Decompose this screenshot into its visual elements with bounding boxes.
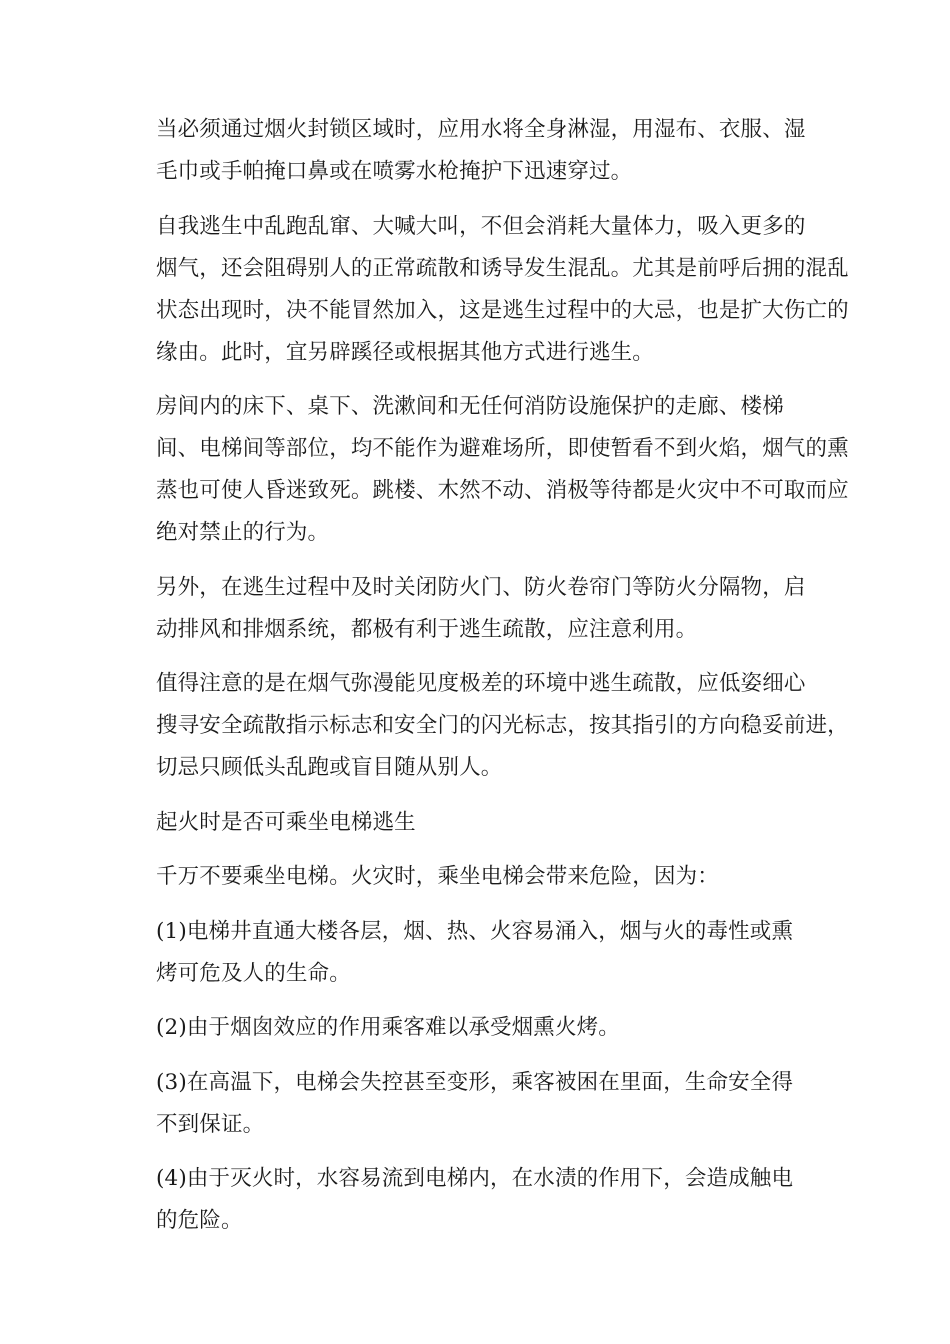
paragraph-low-posture-signs: [113, 663, 849, 789]
list-item-3: [113, 1062, 829, 1146]
list-item-4: [113, 1158, 829, 1242]
text-line: 状态出现时，决不能冒然加入，这是逃生过程中的大忌，也是扩大伤亡的: [156, 297, 849, 323]
text-line: 值得注意的是在烟气弥漫能见度极差的环境中逃生疏散，应低姿细心: [156, 671, 806, 696]
text-line: (3)在高温下，电梯会失控甚至变形，乘客被困在里面，生命安全得: [156, 1069, 794, 1095]
text-line: 千万不要乘坐电梯。火灾时，乘坐电梯会带来危险，因为：: [156, 864, 719, 889]
text-line: 起火时是否可乘坐电梯逃生: [156, 809, 416, 835]
list-item-2: [113, 1007, 829, 1049]
text-line: 搜寻安全疏散指示标志和安全门的闪光标志，按其指引的方向稳妥前进，: [156, 713, 849, 738]
text-line: 不到保证。: [156, 1111, 265, 1137]
document-body: [113, 109, 849, 1255]
list-item-1: [113, 911, 829, 995]
paragraph-close-fire-doors: [113, 567, 829, 651]
text-line: 烟气，还会阻碍别人的正常疏散和诱导发生混乱。尤其是前呼后拥的混乱: [156, 255, 849, 281]
text-line: (4)由于灭火时，水容易流到电梯内，在水渍的作用下，会造成触电: [156, 1166, 794, 1191]
text-line: 蒸也可使人昏迷致死。跳楼、木然不动、消极等待都是火灾中不可取而应: [156, 478, 849, 503]
text-line: 切忌只顾低头乱跑或盲目随从别人。: [156, 755, 503, 780]
paragraph-avoid-panic: [113, 206, 849, 374]
text-line: (2)由于烟囱效应的作用乘客难以承受烟熏火烤。: [156, 1015, 620, 1040]
text-line: 当必须通过烟火封锁区域时，应用水将全身淋湿，用湿布、衣服、湿: [156, 117, 806, 142]
text-line: 缘由。此时，宜另辟蹊径或根据其他方式进行逃生。: [156, 339, 654, 365]
text-line: 房间内的床下、桌下、洗漱间和无任何消防设施保护的走廊、楼梯: [156, 394, 784, 419]
text-line: 烤可危及人的生命。: [156, 960, 351, 986]
text-line: 动排风和排烟系统，都极有利于逃生疏散，应注意利用。: [156, 616, 698, 642]
text-line: 的危险。: [156, 1208, 243, 1233]
section-heading-elevator: [113, 802, 829, 844]
text-line: (1)电梯井直通大楼各层，烟、热、火容易涌入，烟与火的毒性或熏: [156, 918, 794, 944]
text-line: 毛巾或手帕掩口鼻或在喷雾水枪掩护下迅速穿过。: [156, 159, 633, 184]
text-line: 绝对禁止的行为。: [156, 520, 330, 545]
paragraph-unsafe-shelter: [113, 386, 849, 554]
text-line: 自我逃生中乱跑乱窜、大喊大叫，不但会消耗大量体力，吸入更多的: [156, 213, 806, 239]
text-line: 另外，在逃生过程中及时关闭防火门、防火卷帘门等防火分隔物，启: [156, 574, 806, 600]
paragraph-wet-cloth-crossing: [113, 109, 829, 193]
paragraph-no-elevator: [113, 856, 829, 898]
text-line: 间、电梯间等部位，均不能作为避难场所，即使暂看不到火焰，烟气的熏: [156, 436, 849, 461]
